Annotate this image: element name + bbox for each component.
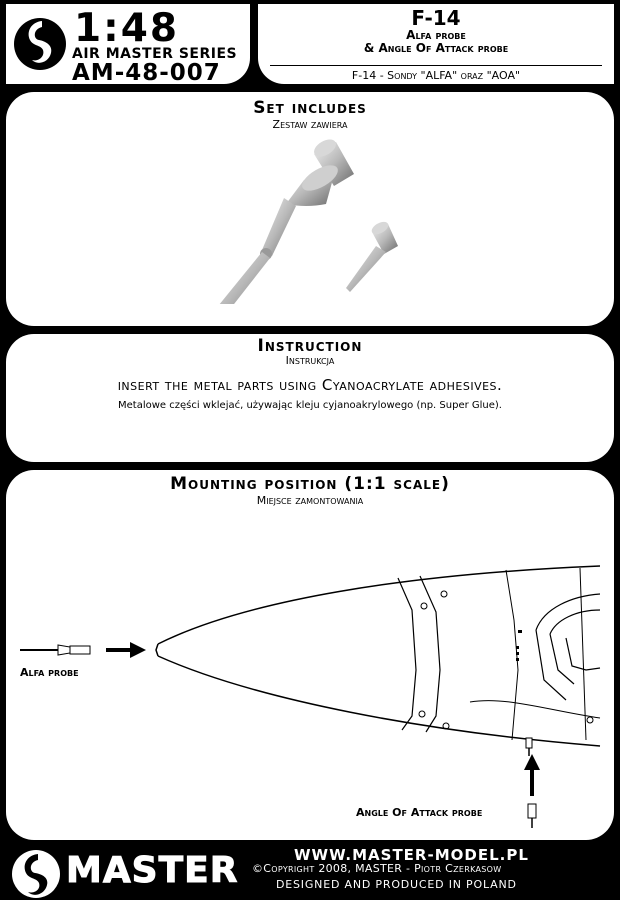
aoa-probe-part-image — [342, 216, 412, 296]
scale-header-panel — [6, 4, 250, 84]
set-includes-title-pl: Zestaw zawiera — [272, 118, 348, 131]
subtitle-line-2: & Angle Of Attack probe — [363, 41, 509, 55]
footer — [0, 846, 620, 900]
made-in-text: DESIGNED AND PRODUCED IN POLAND — [276, 878, 517, 891]
instruction-panel — [6, 334, 614, 462]
copyright-text: ©Copyright 2008, MASTER - Piotr Czerkasow — [252, 862, 502, 875]
subtitle-line-1: Alfa probe — [406, 28, 466, 42]
instruction-text-pl: Metalowe części wklejać, używając kleju cyjanoakrylowego (np. Super Glue). — [118, 400, 502, 411]
alfa-probe-label: Alfa probe — [20, 666, 79, 679]
aircraft-title: F-14 — [411, 6, 461, 30]
product-title-panel — [258, 4, 614, 84]
mounting-panel — [6, 470, 614, 840]
mounting-title-pl: Miejsce zamontowania — [256, 494, 364, 507]
instruction-title-pl: Instrukcja — [285, 354, 335, 367]
product-code: AM-48-007 — [72, 60, 221, 86]
nose-section-drawing — [6, 470, 614, 840]
set-includes-panel — [6, 92, 614, 326]
aoa-probe-small-icon — [528, 804, 536, 828]
aoa-probe-label: Angle Of Attack probe — [356, 806, 483, 819]
arrow-up-icon — [524, 754, 540, 796]
scale-label: 1:48 — [74, 6, 180, 51]
instruction-text-en: insert the metal parts using Cyanoacrylate adhesives. — [117, 376, 503, 394]
alfa-probe-small-icon — [20, 645, 90, 655]
arrow-right-icon — [106, 642, 146, 658]
set-includes-title: Set includes — [253, 98, 367, 118]
subtitle-polish: F-14 - Sondy "ALFA" oraz "AOA" — [351, 69, 521, 82]
series-label: AIR MASTER SERIES — [72, 46, 238, 62]
mounting-title: Mounting position (1:1 scale) — [170, 474, 450, 494]
instruction-title: Instruction — [257, 336, 363, 356]
website-url[interactable]: WWW.MASTER-MODEL.PL — [294, 846, 529, 864]
master-logo-icon — [12, 7, 68, 81]
title-divider — [270, 65, 602, 66]
brand-name: MASTER — [66, 850, 239, 891]
master-logo-footer-icon — [8, 846, 64, 900]
